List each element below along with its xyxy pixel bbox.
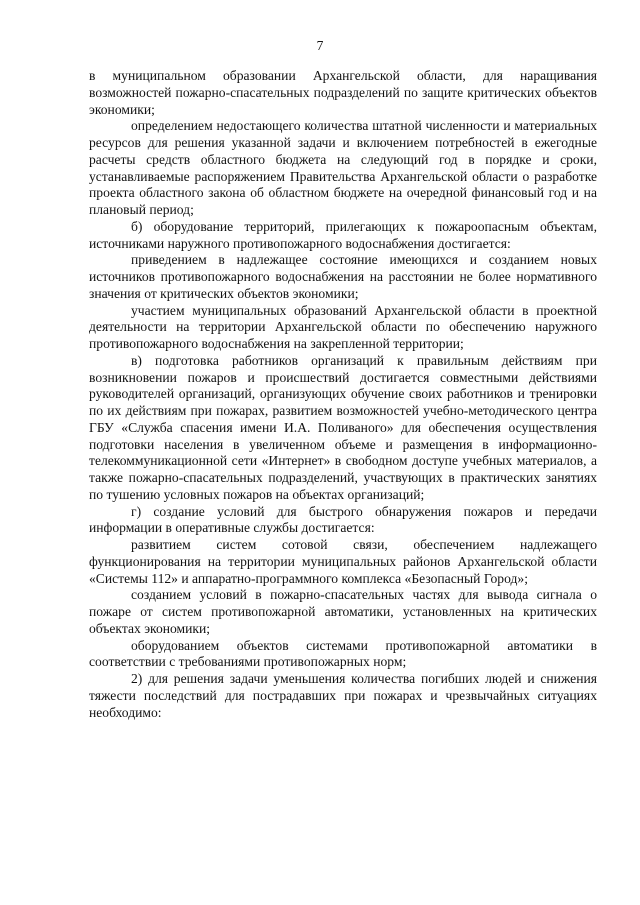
paragraph-item-v: в) подготовка работников организаций к правильным действиям при возникновении пожаров и происшествий достигается совместными действиями руководителей организаций, организующих обучение своих работников и тренировки по их действиям при пожарах, развитием возможностей учебно-методического центра ГБУ «Служба спасения имени И.А. Поливаного» для обеспечения осуществления подготовки населения в увеличенном объеме и размещения в информационно-телекоммуникационной сети «Интернет» в свободном доступе учебных материалов, а также пожарно-спасательных подразделений, участвующих в практических занятиях по тушению условных пожаров на объектах организаций; bbox=[89, 352, 597, 502]
paragraph: развитием систем сотовой связи, обеспечением надлежащего функционирования на территории муниципальных районов Архангельской области «Системы 112» и аппаратно-программного комплекса «Безопасный Город»; bbox=[89, 537, 597, 586]
paragraph-item-g: г) создание условий для быстрого обнаружения пожаров и передачи информации в оперативные службы достигается: bbox=[89, 503, 597, 536]
paragraph: созданием условий в пожарно-спасательных частях для вывода сигнала о пожаре от систем противопожарной автоматики, установленных на критических объектах экономики; bbox=[89, 587, 597, 636]
paragraph: определением недостающего количества штатной численности и материальных ресурсов для решения указанной задачи и включением потребностей в ежегодные расчеты средств областного бюджета на следующий год в порядке и сроки, устанавливаемые распоряжением Правительства Архангельской области о разработке проекта областного закона об областном бюджете на очередной финансовый год и на плановый период; bbox=[89, 118, 597, 217]
paragraph: участием муниципальных образований Архангельской области в проектной деятельности на территории Архангельской области по обеспечению наружного противопожарного водоснабжения на закрепленной территории; bbox=[89, 302, 597, 351]
paragraph-continuation: в муниципальном образовании Архангельской области, для наращивания возможностей пожарно-спасательных подразделений по защите критических объектов экономики; bbox=[89, 68, 597, 117]
paragraph-item-b: б) оборудование территорий, прилегающих к пожароопасным объектам, источниками наружного противопожарного водоснабжения достигается: bbox=[89, 218, 597, 251]
paragraph: приведением в надлежащее состояние имеющихся и созданием новых источников противопожарного водоснабжения на расстоянии не более нормативного значения от критических объектов экономики; bbox=[89, 252, 597, 301]
paragraph-item-2: 2) для решения задачи уменьшения количества погибших людей и снижения тяжести последствий для пострадавших при пожарах и чрезвычайных ситуациях необходимо: bbox=[89, 671, 597, 720]
paragraph: оборудованием объектов системами противопожарной автоматики в соответствии с требованиями противопожарных норм; bbox=[89, 637, 597, 670]
page-number: 7 bbox=[316, 38, 324, 53]
body-text bbox=[89, 68, 597, 721]
